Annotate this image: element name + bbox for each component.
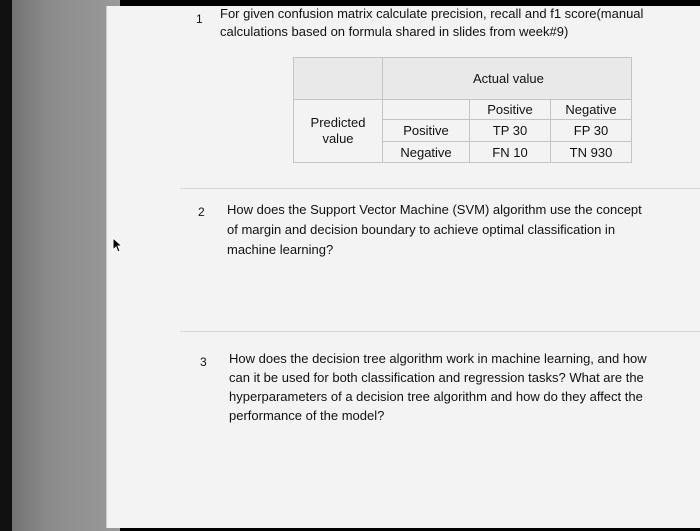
predicted-value-header bbox=[294, 100, 383, 163]
empty-cell bbox=[383, 100, 470, 120]
false-negative-cell: FN 10 bbox=[470, 142, 551, 163]
question-2-line: How does the Support Vector Machine (SVM) algorithm use the concept bbox=[227, 202, 642, 217]
question-1-text bbox=[220, 5, 643, 41]
confusion-matrix-table bbox=[293, 57, 632, 163]
row-header-positive: Positive bbox=[383, 120, 470, 142]
question-3-text bbox=[229, 349, 647, 425]
question-number: 1 bbox=[196, 12, 203, 26]
row-header-negative: Negative bbox=[383, 142, 470, 163]
column-header-positive: Positive bbox=[470, 100, 551, 120]
question-3-line: can it be used for both classification and regression tasks? What are the bbox=[229, 370, 644, 385]
question-3-line: How does the decision tree algorithm work in machine learning, and how bbox=[229, 351, 647, 366]
question-2-line: machine learning? bbox=[227, 242, 334, 257]
row-divider bbox=[180, 188, 700, 189]
left-edge-shadow bbox=[0, 0, 12, 531]
question-3-line: performance of the model? bbox=[229, 408, 385, 423]
predicted-value-label: value bbox=[322, 131, 354, 146]
question-number: 3 bbox=[200, 355, 207, 369]
actual-value-header: Actual value bbox=[383, 58, 632, 100]
question-2-text bbox=[227, 200, 642, 260]
left-margin-background bbox=[0, 0, 120, 531]
question-3-line: hyperparameters of a decision tree algorithm and how do they affect the bbox=[229, 389, 643, 404]
column-header-negative: Negative bbox=[551, 100, 632, 120]
predicted-value-label: Predicted bbox=[310, 115, 366, 130]
row-divider bbox=[180, 331, 700, 332]
question-1-line: calculations based on formula shared in slides from week#9) bbox=[220, 24, 569, 39]
mouse-cursor-icon bbox=[112, 237, 124, 253]
table-corner-cell bbox=[294, 58, 383, 100]
question-2-line: of margin and decision boundary to achieve optimal classification in bbox=[227, 222, 616, 237]
question-1-line: For given confusion matrix calculate precision, recall and f1 score(manual bbox=[220, 6, 644, 21]
false-positive-cell: FP 30 bbox=[551, 120, 632, 142]
question-number: 2 bbox=[198, 205, 205, 219]
true-negative-cell: TN 930 bbox=[551, 142, 632, 163]
true-positive-cell: TP 30 bbox=[470, 120, 551, 142]
